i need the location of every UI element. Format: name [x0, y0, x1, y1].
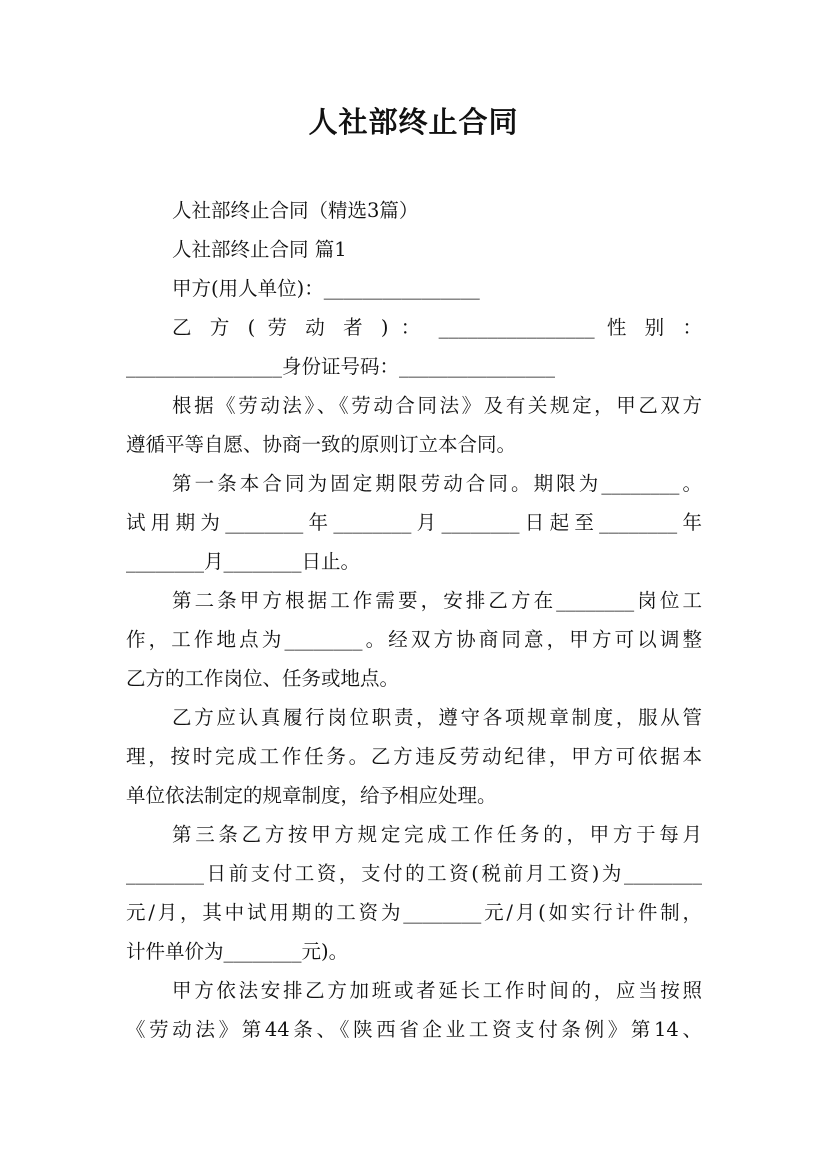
party-a-line: 甲方(用人单位)：________________ [172, 277, 480, 300]
paragraph-line: 乙方应认真履行岗位职责，遵守各项规章制度，服从管 [172, 706, 702, 729]
article-1-line: ________月________日止。 [126, 550, 361, 573]
article-3-line: ________日前支付工资，支付的工资(税前月工资)为________ [126, 862, 702, 885]
document-title: 人社部终止合同 [308, 105, 519, 139]
paragraph-line: 单位依法制定的规章制度，给予相应处理。 [126, 784, 497, 807]
party-b-line: 乙 方 ( 劳 动 者 ) ： ________________ 性 别 ： [172, 316, 702, 339]
article-3-line: 元/月，其中试用期的工资为________元/月(如实行计件制， [126, 901, 702, 924]
paragraph-line: 甲方依法安排乙方加班或者延长工作时间的，应当按照 [172, 979, 702, 1002]
paragraph-line: 根据《劳动法》、《劳动合同法》及有关规定，甲乙双方 [172, 394, 702, 417]
article-1-line: 试用期为________年________月________日起至________年 [126, 511, 702, 534]
article-1-line: 第一条本合同为固定期限劳动合同。期限为________。 [172, 472, 702, 495]
paragraph-line: 《劳动法》第44条、《陕西省企业工资支付条例》第14、 [126, 1018, 702, 1041]
paragraph-line: 遵循平等自愿、协商一致的原则订立本合同。 [126, 433, 517, 456]
paragraph-line: 人社部终止合同 篇1 [172, 238, 347, 261]
article-2-line: 乙方的工作岗位、任务或地点。 [126, 667, 400, 690]
article-3-line: 第三条乙方按甲方规定完成工作任务的，甲方于每月 [172, 823, 702, 846]
article-2-line: 第二条甲方根据工作需要，安排乙方在________岗位工 [172, 589, 702, 612]
paragraph-line: 理，按时完成工作任务。乙方违反劳动纪律，甲方可依据本 [126, 745, 702, 768]
id-number-line: ________________身份证号码：________________ [126, 355, 556, 378]
article-3-line: 计件单价为________元)。 [126, 940, 349, 963]
article-2-line: 作，工作地点为________。经双方协商同意，甲方可以调整 [126, 628, 702, 651]
paragraph-line: 人社部终止合同（精选3篇） [172, 199, 419, 222]
